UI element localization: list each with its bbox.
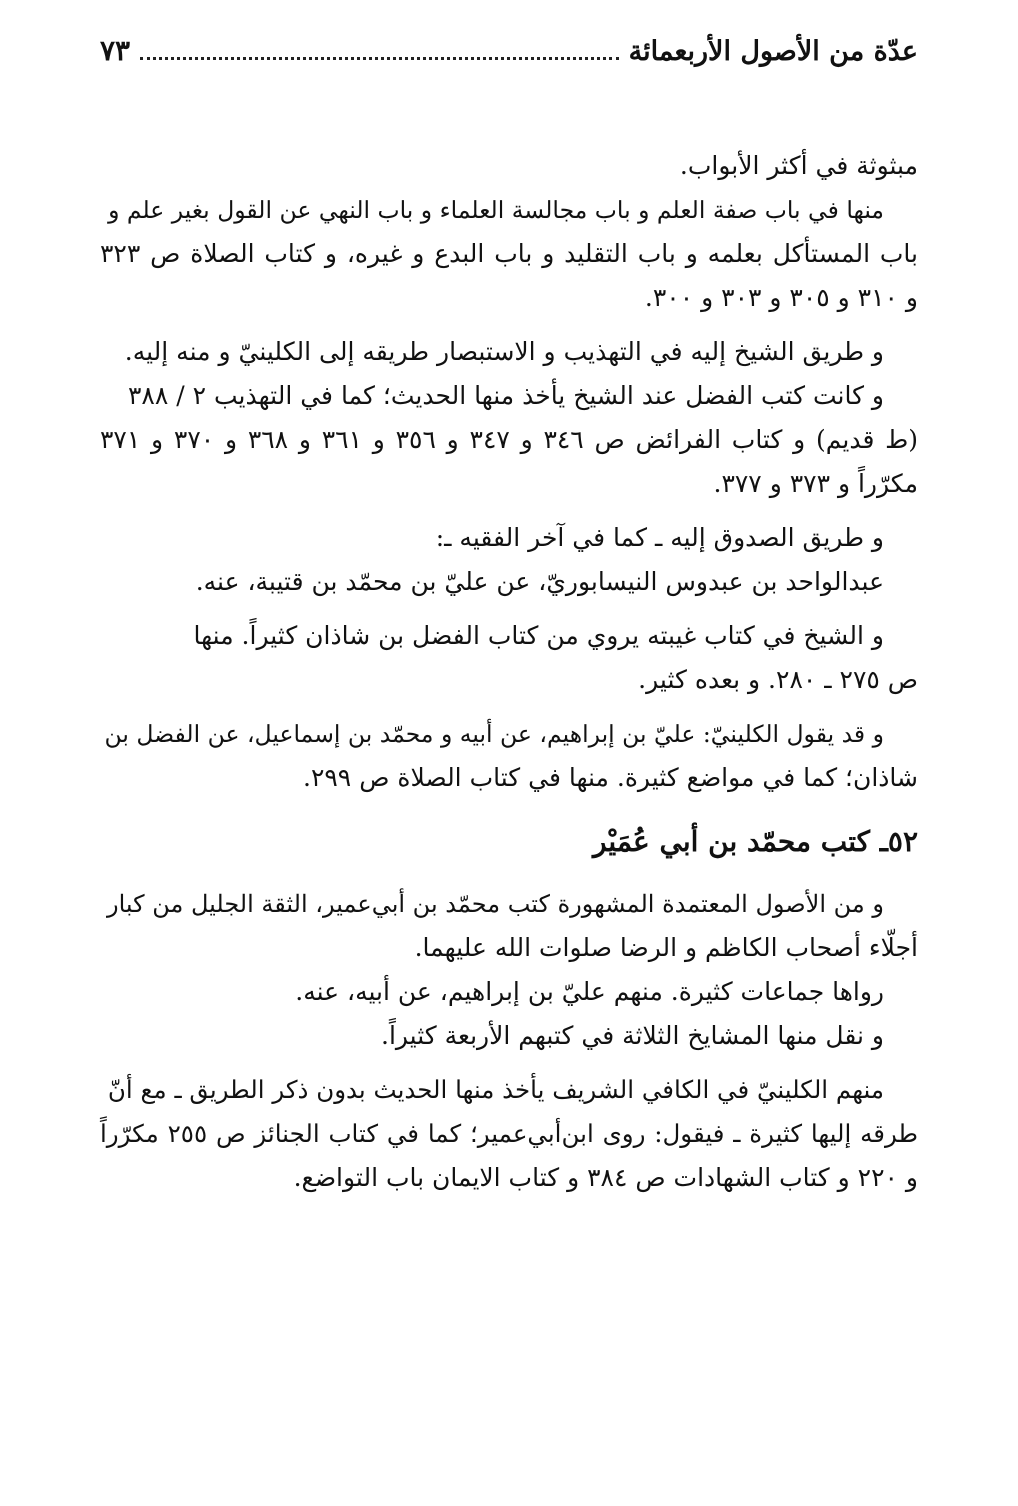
text-line: منهم الكلينيّ في الكافي الشريف يأخذ منها الحديث بدون ذكر الطريق ـ مع أنّ [107, 1075, 884, 1104]
text-line: مبثوثة في أكثر الأبواب. [679, 151, 918, 180]
text-line: باب المستأكل بعلمه و باب التقليد و باب البدع و غيره، و كتاب الصلاة ص ٣٢٣ [100, 239, 918, 268]
text-line: و الشيخ في كتاب غيبته يروي من كتاب الفضل بن شاذان كثيراً. منها [193, 621, 884, 650]
page-number: ٧٣ [100, 34, 131, 67]
text-line: طرقه إليها كثيرة ـ فيقول: روى ابن‌أبي‌عمير؛ كما في كتاب الجنائز ص ٢٥٥ مكرّراً [100, 1119, 918, 1148]
page-body [100, 144, 918, 1200]
running-title: عدّة من الأصول الأربعمائة [628, 36, 918, 67]
text-line: و من الأصول المعتمدة المشهورة كتب محمّد بن أبي‌عمير، الثقة الجليل من كبار [107, 890, 884, 918]
running-header [100, 34, 918, 94]
text-line: عبدالواحد بن عبدوس النيسابوريّ، عن عليّ بن محمّد بن قتيبة، عنه. [195, 567, 884, 596]
dot-leader [140, 56, 619, 60]
book-page [100, 34, 918, 1200]
text-line: منها في باب صفة العلم و باب مجالسة العلماء و باب النهي عن القول بغير علم و [108, 196, 884, 224]
text-line: (ط قديم) و كتاب الفرائض ص ٣٤٦ و ٣٤٧ و ٣٥٦ و ٣٦١ و ٣٦٨ و ٣٧٠ و ٣٧١ [100, 425, 919, 454]
text-line: و نقل منها المشايخ الثلاثة في كتبهم الأربعة كثيراً. [381, 1021, 884, 1050]
text-line: رواها جماعات كثيرة. منهم عليّ بن إبراهيم، عن أبيه، عنه. [295, 977, 884, 1006]
text-line: مكرّراً و ٣٧٣ و ٣٧٧. [713, 469, 918, 498]
section-heading: ٥٢ـ كتب محمّد بن أبي عُمَيْر [592, 825, 918, 858]
text-line: و ٢٢٠ و كتاب الشهادات ص ٣٨٤ و كتاب الايمان باب التواضع. [293, 1163, 918, 1192]
text-line: و ٣١٠ و ٣٠٥ و ٣٠٣ و ٣٠٠. [644, 283, 918, 312]
text-line: و طريق الصدوق إليه ـ كما في آخر الفقيه ـ: [435, 523, 884, 552]
text-line: و قد يقول الكلينيّ: عليّ بن إبراهيم، عن أبيه و محمّد بن إسماعيل، عن الفضل بن [104, 720, 884, 748]
text-line: ص ٢٧٥ ـ ٢٨٠. و بعده كثير. [638, 665, 918, 694]
text-line: أجلّاء أصحاب الكاظم و الرضا صلوات الله عليهما. [414, 933, 918, 962]
text-line: و كانت كتب الفضل عند الشيخ يأخذ منها الحديث؛ كما في التهذيب ٢ / ٣٨٨ [128, 381, 884, 410]
text-line: و طريق الشيخ إليه في التهذيب و الاستبصار طريقه إلى الكلينيّ و منه إليه. [124, 337, 884, 366]
text-line: شاذان؛ كما في مواضع كثيرة. منها في كتاب الصلاة ص ٢٩٩. [303, 763, 918, 792]
